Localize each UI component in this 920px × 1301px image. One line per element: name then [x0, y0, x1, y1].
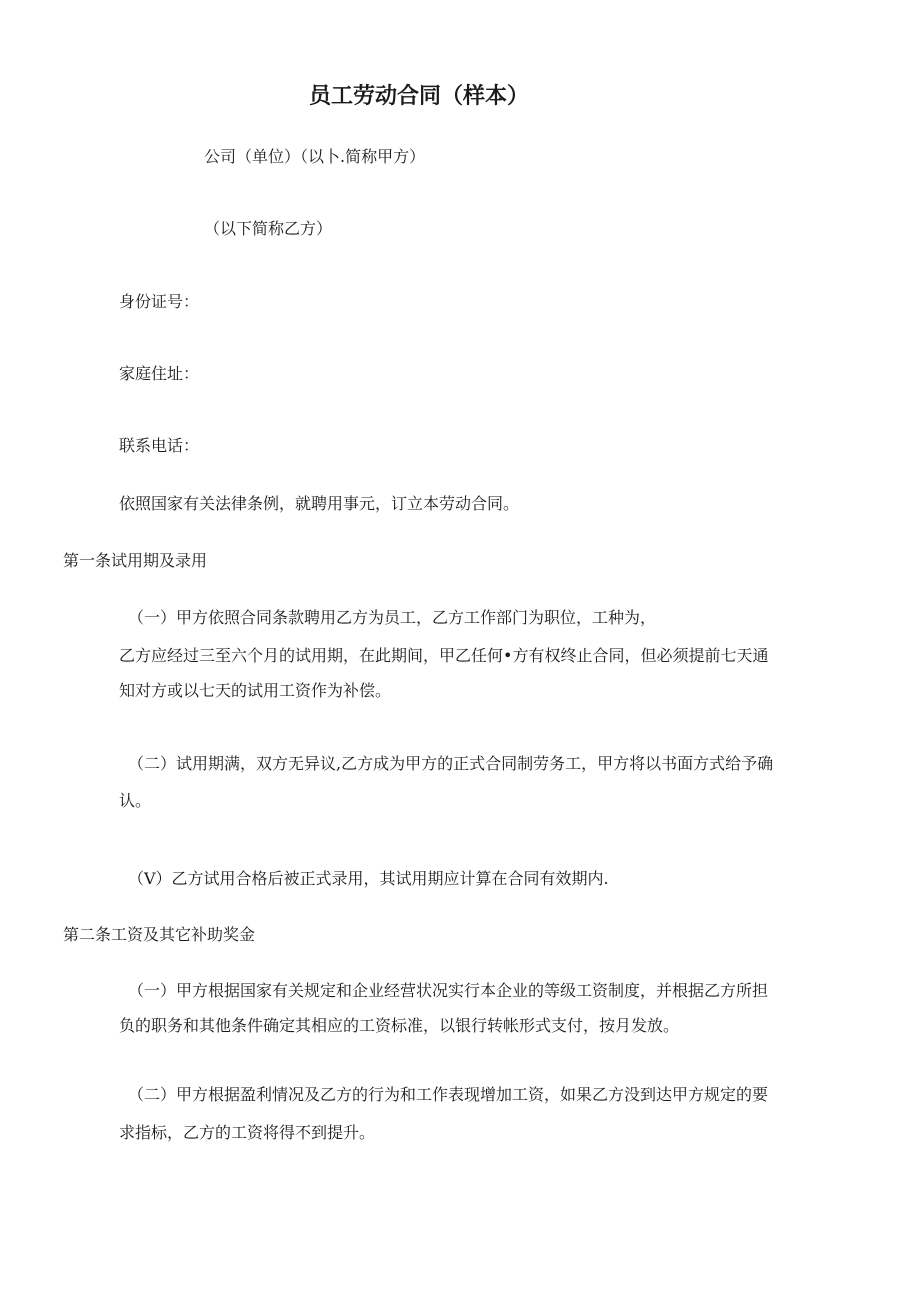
- article-2-clause-1-line-2: 负的职务和其他条件确定其相应的工资标准，以银行转帐形式支付，按月发放。: [119, 1016, 680, 1035]
- article-2-clause-1-line-1: （一）甲方根据国家有关规定和企业经营状况实行本企业的等级工资制度，并根据乙方所担: [128, 981, 769, 1000]
- article-2-clause-2-line-2: 求指标，乙方的工资将得不到提升。: [119, 1123, 376, 1142]
- article-1-clause-1-line-2: 乙方应经过三至六个月的试用期，在此期间，甲乙任何•方有权终止合同，但必须提前七天通: [119, 646, 769, 665]
- party-a-line: 公司（单位）（以卜.简称甲方）: [204, 147, 426, 166]
- article-1-heading: 第一条试用期及录用: [63, 551, 208, 570]
- phone-label: 联系电话：: [119, 436, 200, 455]
- id-number-label: 身份证号：: [119, 292, 200, 311]
- preamble-text: 依照国家有关法律条例，就聘用事元，订立本劳动合同。: [119, 494, 520, 513]
- article-1-clause-1-line-3: 知对方或以七天的试用工资作为补偿。: [119, 681, 392, 700]
- home-address-label: 家庭住址：: [119, 364, 200, 383]
- article-1-clause-3: （V）乙方试用合格后被正式录用，其试用期应计算在合同有效期内.: [128, 869, 609, 888]
- party-b-line: （以下简称乙方）: [204, 219, 333, 238]
- article-1-clause-2-line-1: （二）试用期满，双方无异议,乙方成为甲方的正式合同制劳务工，甲方将以书面方式给予确: [128, 754, 774, 773]
- article-1-clause-2-line-2: 认。: [119, 791, 152, 810]
- article-2-heading: 第二条工资及其它补助奖金: [63, 925, 256, 944]
- article-2-clause-2-line-1: （二）甲方根据盈利情况及乙方的行为和工作表现增加工资，如果乙方没到达甲方规定的要: [128, 1085, 769, 1104]
- article-1-clause-1-line-1: （一）甲方依照合同条款聘用乙方为员工，乙方工作部门为职位，工种为，: [128, 608, 657, 627]
- document-title: 员工劳动合同（样本）: [308, 84, 529, 109]
